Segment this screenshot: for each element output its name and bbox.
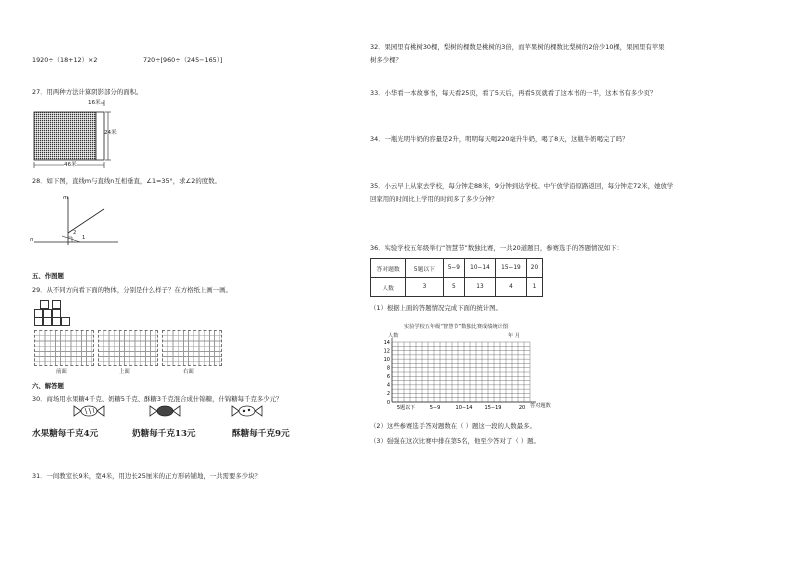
section-6-heading: 六、解答题 <box>32 382 64 390</box>
fig28-angle-2: 2 <box>73 230 77 236</box>
table-cell: 10−14 <box>465 259 496 278</box>
candy-icon <box>230 405 264 417</box>
question-28-figure <box>30 193 122 251</box>
shaded-area <box>34 112 96 160</box>
question-32-line2: 树多少棵？ <box>370 56 402 64</box>
question-32-line1: 32．果园里有桃树30棵，梨树的棵数是桃树的3倍，而苹果树的棵数比梨树的2倍少10棵，果园里有苹果 <box>370 43 665 51</box>
front-view-label: 前面 <box>56 369 67 375</box>
fig28-angle-1: 1 <box>82 235 86 241</box>
right-view-grid[interactable] <box>162 330 222 366</box>
chart-y-tick-label: 2 <box>386 391 390 398</box>
table-cell: 15−19 <box>495 259 526 278</box>
table-cell: 5 <box>443 278 464 297</box>
fig27-top-label: 16米 <box>88 100 101 106</box>
chart-y-tick-label: 12 <box>383 348 390 355</box>
table-row <box>371 278 543 297</box>
chart-date-label: 年 月 <box>508 333 521 339</box>
fig28-label-n: n <box>30 237 34 243</box>
question-33: 33．小华看一本故事书，每天看25页，看了5天后，再看5页就看了这本书的一半，这本书有多少页？ <box>370 89 657 97</box>
chart-y-tick-label: 0 <box>386 399 390 406</box>
sub-question-3: （3）强强在这次比赛中排在第5名，他至少答对了（ ）题。 <box>370 437 540 445</box>
milk-candy-price: 奶糖每千克13元 <box>132 429 196 439</box>
answer-table <box>370 258 543 297</box>
question-28: 28．如下图，直线m与直线n互相垂直，∠1=35°，求∠2的度数。 <box>32 177 221 185</box>
fig28-label-m: m <box>63 195 69 201</box>
fruit-candy-price: 水果糖每千克4元 <box>32 429 99 439</box>
fig27-bottom-label: 46米 <box>64 162 77 168</box>
chart-y-tick-label: 4 <box>386 382 390 389</box>
question-35-line1: 35．小云早上从家去学校，每分钟走88米，9分钟到达学校。中午放学沿原路返回，每分钟走72米，她放学 <box>370 182 674 190</box>
question-31: 31．一间教室长9米，宽4米，用边长25厘米的正方形砖铺地，一共需要多少块？ <box>32 472 261 480</box>
right-view-label: 右面 <box>183 369 194 375</box>
chart-y-tick-label: 14 <box>383 339 390 346</box>
question-36: 36．实验学校五年级举行“智慧节”数独比赛，一共20道题目，参赛选手的答题情况如下： <box>370 244 623 252</box>
chart-title: 实验学校五年级“智慧节”数独比赛成绩统计图 <box>404 324 508 330</box>
table-cell: 1 <box>526 278 542 297</box>
top-view-label: 上面 <box>119 369 130 375</box>
sub-question-2: （2）这些参赛选手答对题数在（ ）题这一段的人数最多。 <box>370 422 536 430</box>
chart-xlabel: 答对题数 <box>530 403 551 409</box>
fig27-right-label: 24米 <box>104 130 117 136</box>
question-29: 29．从不同方向看下面的物体，分别是什么样子？在方格纸上画一画。 <box>32 286 232 294</box>
sub-question-1: （1）根据上面的答题情况完成下面的统计图。 <box>370 304 502 312</box>
table-cell: 答对题数 <box>371 259 406 278</box>
chart-x-tick-label: 15−19 <box>484 405 502 411</box>
question-27-figure <box>28 98 138 174</box>
table-row <box>371 259 543 278</box>
candy-icon <box>72 405 106 417</box>
chart-x-tick-label: 10−14 <box>455 405 473 411</box>
question-30: 30．商场用水果糖4千克、奶糖5千克、酥糖3千克混合成什锦糖，什锦糖每千克多少元？ <box>32 395 283 403</box>
chart-y-tick-label: 6 <box>386 374 390 381</box>
table-cell: 4 <box>495 278 526 297</box>
chart-x-tick-label: 5−9 <box>429 405 441 411</box>
question-27: 27．用两种方法计算阴影部分的面积。 <box>32 88 143 96</box>
table-cell: 5−9 <box>443 259 464 278</box>
blank-area <box>96 112 104 160</box>
question-35-line2: 回家用的时间比上学用的时间多了多少分钟？ <box>370 195 498 203</box>
table-cell: 13 <box>465 278 496 297</box>
chart-x-tick-label: 20 <box>518 405 526 411</box>
cube-solid <box>34 300 74 326</box>
candy-icon <box>148 405 182 417</box>
chart-y-tick-label: 8 <box>386 365 390 372</box>
top-view-grid[interactable] <box>98 330 158 366</box>
table-cell: 3 <box>406 278 443 297</box>
front-view-grid[interactable] <box>34 330 94 366</box>
chart-ylabel: 人数 <box>388 333 399 339</box>
expression-1: 1920÷（18+12）×2 <box>32 56 98 64</box>
section-5-heading: 五、作图题 <box>32 272 64 280</box>
chart-y-tick-label: 10 <box>383 356 390 363</box>
expression-2: 720÷[960÷（245−165）] <box>143 56 223 64</box>
chart-x-tick-label: 5题以下 <box>396 405 416 411</box>
question-34: 34．一瓶光明牛奶的容量是2升，明明每天喝220毫升牛奶，喝了8天，这瓶牛奶喝完了吗？ <box>370 135 629 143</box>
table-cell: 5题以下 <box>406 259 443 278</box>
table-cell: 人数 <box>371 278 406 297</box>
crisp-candy-price: 酥糖每千克9元 <box>232 429 290 439</box>
table-cell: 20 <box>526 259 542 278</box>
